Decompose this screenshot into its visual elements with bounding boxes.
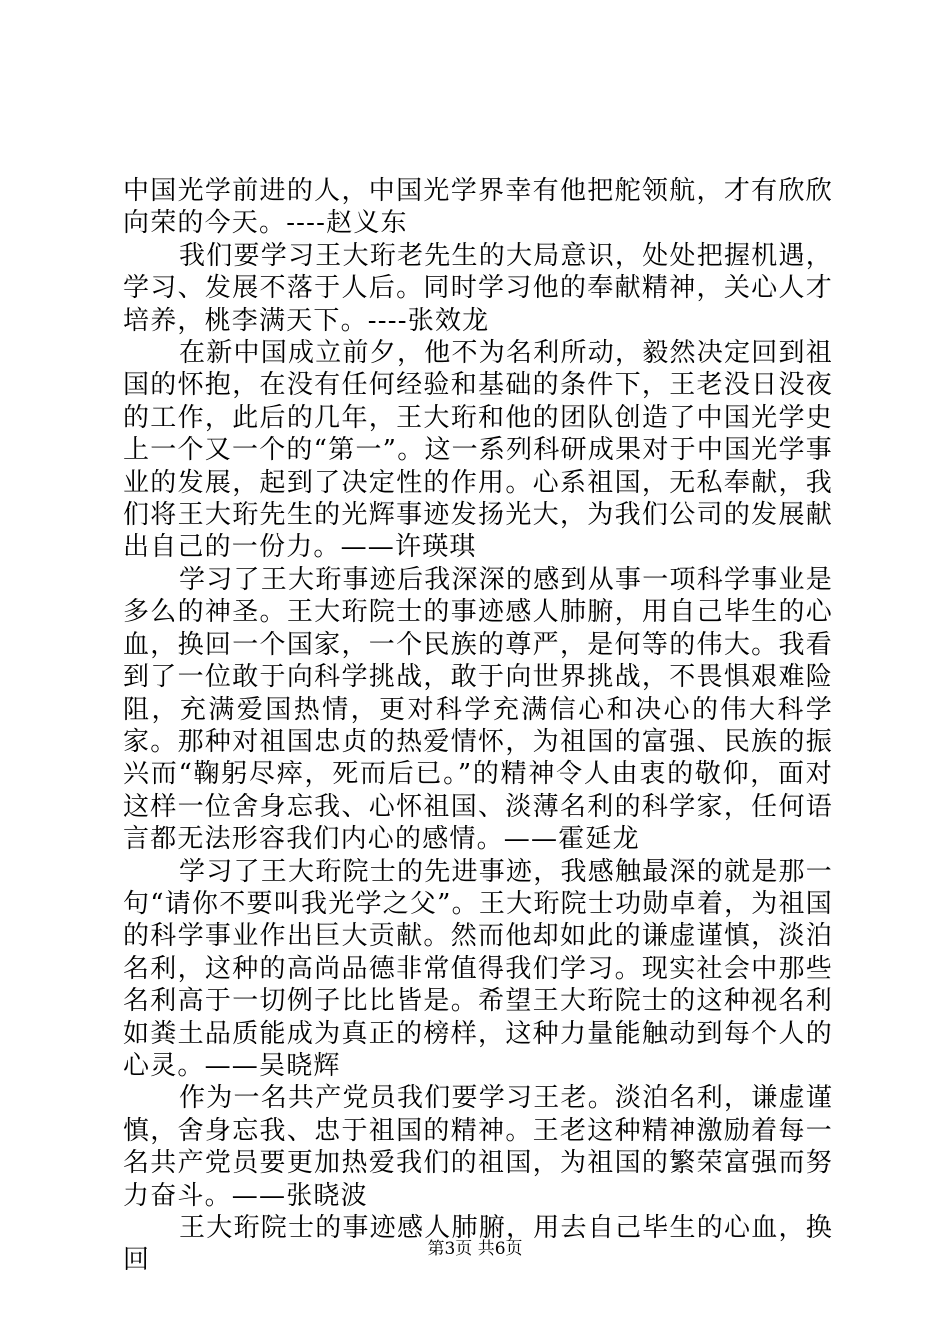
body-text (123, 175, 833, 1277)
paragraph-4: 学习了王大珩事迹后我深深的感到从事一项科学事业是多么的神圣。王大珩院士的事迹感人肺腑，用自己毕生的心血，换回一个国家，一个民族的尊严，是何等的伟大。我看到了一位敢于向科学挑战，敢于向世界挑战，不畏惧艰难险阻，充满爱国热情，更对科学充满信心和决心的伟大科学家。那种对祖国忠贞的热爱情怀，为祖国的富强、民族的振兴而“鞠躬尽瘁，死而后已。”的精神令人由衷的敬仰，面对这样一位舍身忘我、心怀祖国、淡薄名利的科学家，任何语言都无法形容我们内心的感情。——霍延龙 (123, 564, 833, 855)
paragraph-3: 在新中国成立前夕，他不为名利所动，毅然决定回到祖国的怀抱，在没有任何经验和基础的条件下，王老没日没夜的工作，此后的几年，王大珩和他的团队创造了中国光学史上一个又一个的“第一”。这一系列科研成果对于中国光学事业的发展，起到了决定性的作用。心系祖国，无私奉献，我们将王大珩先生的光辉事迹发扬光大，为我们公司的发展献出自己的一份力。——许瑛琪 (123, 338, 833, 563)
paragraph-1: 中国光学前进的人，中国光学界幸有他把舵领航，才有欣欣向荣的今天。----赵义东 (123, 176, 833, 239)
page-footer (0, 1238, 950, 1260)
paragraph-2: 我们要学习王大珩老先生的大局意识，处处把握机遇，学习、发展不落于人后。同时学习他的奉献精神，关心人才培养，桃李满天下。----张效龙 (123, 240, 833, 336)
paragraph-6: 作为一名共产党员我们要学习王老。淡泊名利，谦虚谨慎，舍身忘我、忠于祖国的精神。王老这种精神激励着每一名共产党员要更加热爱我们的祖国，为祖国的繁荣富强而努力奋斗。——张晓波 (123, 1083, 833, 1211)
paragraph-7: 王大珩院士的事迹感人肺腑，用去自己毕生的心血，换回 (123, 1213, 833, 1276)
page-number-label: 第3页 共6页 (427, 1239, 523, 1259)
paragraph-5: 学习了王大珩院士的先进事迹，我感触最深的就是那一句“请你不要叫我光学之父”。王大珩院士功勋卓着，为祖国的科学事业作出巨大贡献。然而他却如此的谦虚谨慎，淡泊名利，这种的高尚品德非常值得我们学习。现实社会中那些名利高于一切例子比比皆是。希望王大珩院士的这种视名利如粪土品质能成为真正的榜样，这种力量能触动到每个人的心灵。——吴晓辉 (123, 856, 833, 1081)
